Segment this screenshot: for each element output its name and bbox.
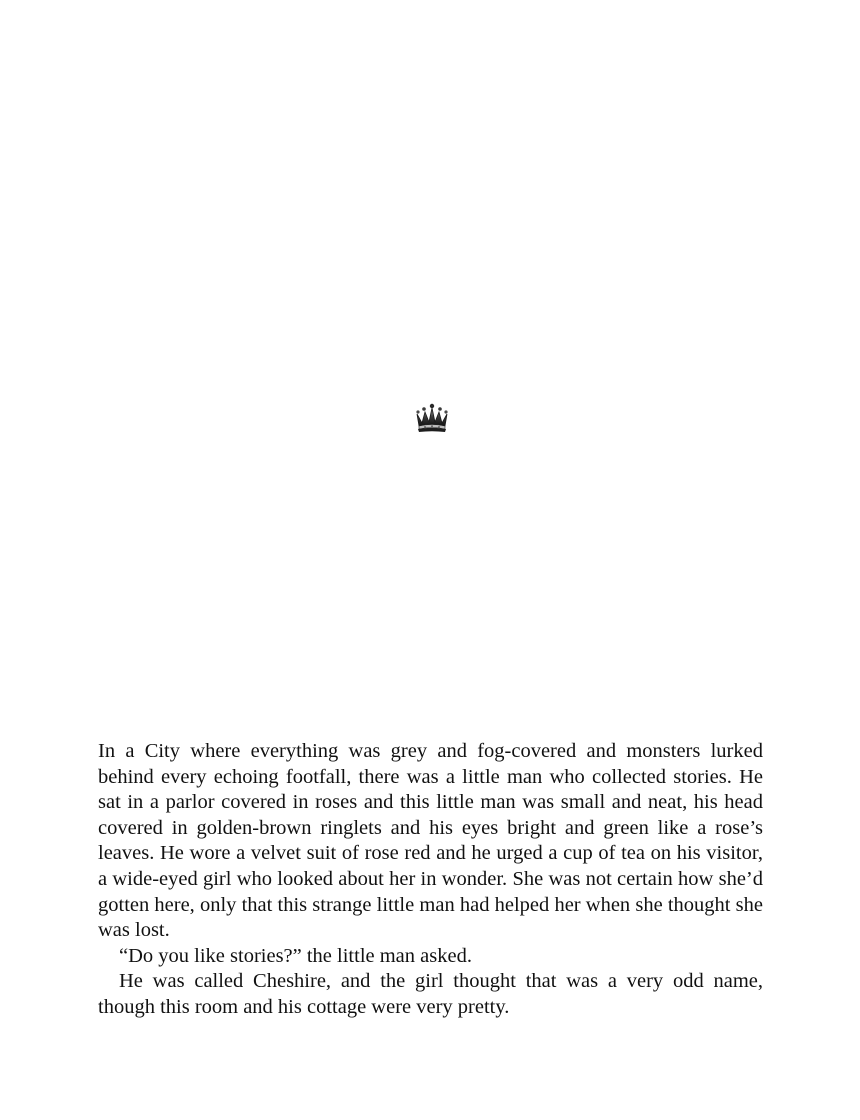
crown-icon: [414, 402, 450, 434]
paragraph: In a City where everything was grey and fog-covered and monsters lurked behind every echoing footfall, there was a little man who collected stories. He sat in a parlor covered in roses and this little man was small and neat, his head covered in golden-brown ringlets and his eyes bright and green like a rose’s leaves. He wore a velvet suit of rose red and he urged a cup of tea on his visitor, a wide-eyed girl who looked about her in wonder. She was not certain how she’d gotten here, only that this strange little man had helped her when she thought she was lost.: [98, 740, 763, 942]
paragraph: “Do you like stories?” the little man asked.: [119, 944, 472, 967]
story-text: [98, 739, 763, 1021]
paragraph: He was called Cheshire, and the girl thought that was a very odd name, though this room and his cottage were very pretty.: [98, 970, 763, 1018]
